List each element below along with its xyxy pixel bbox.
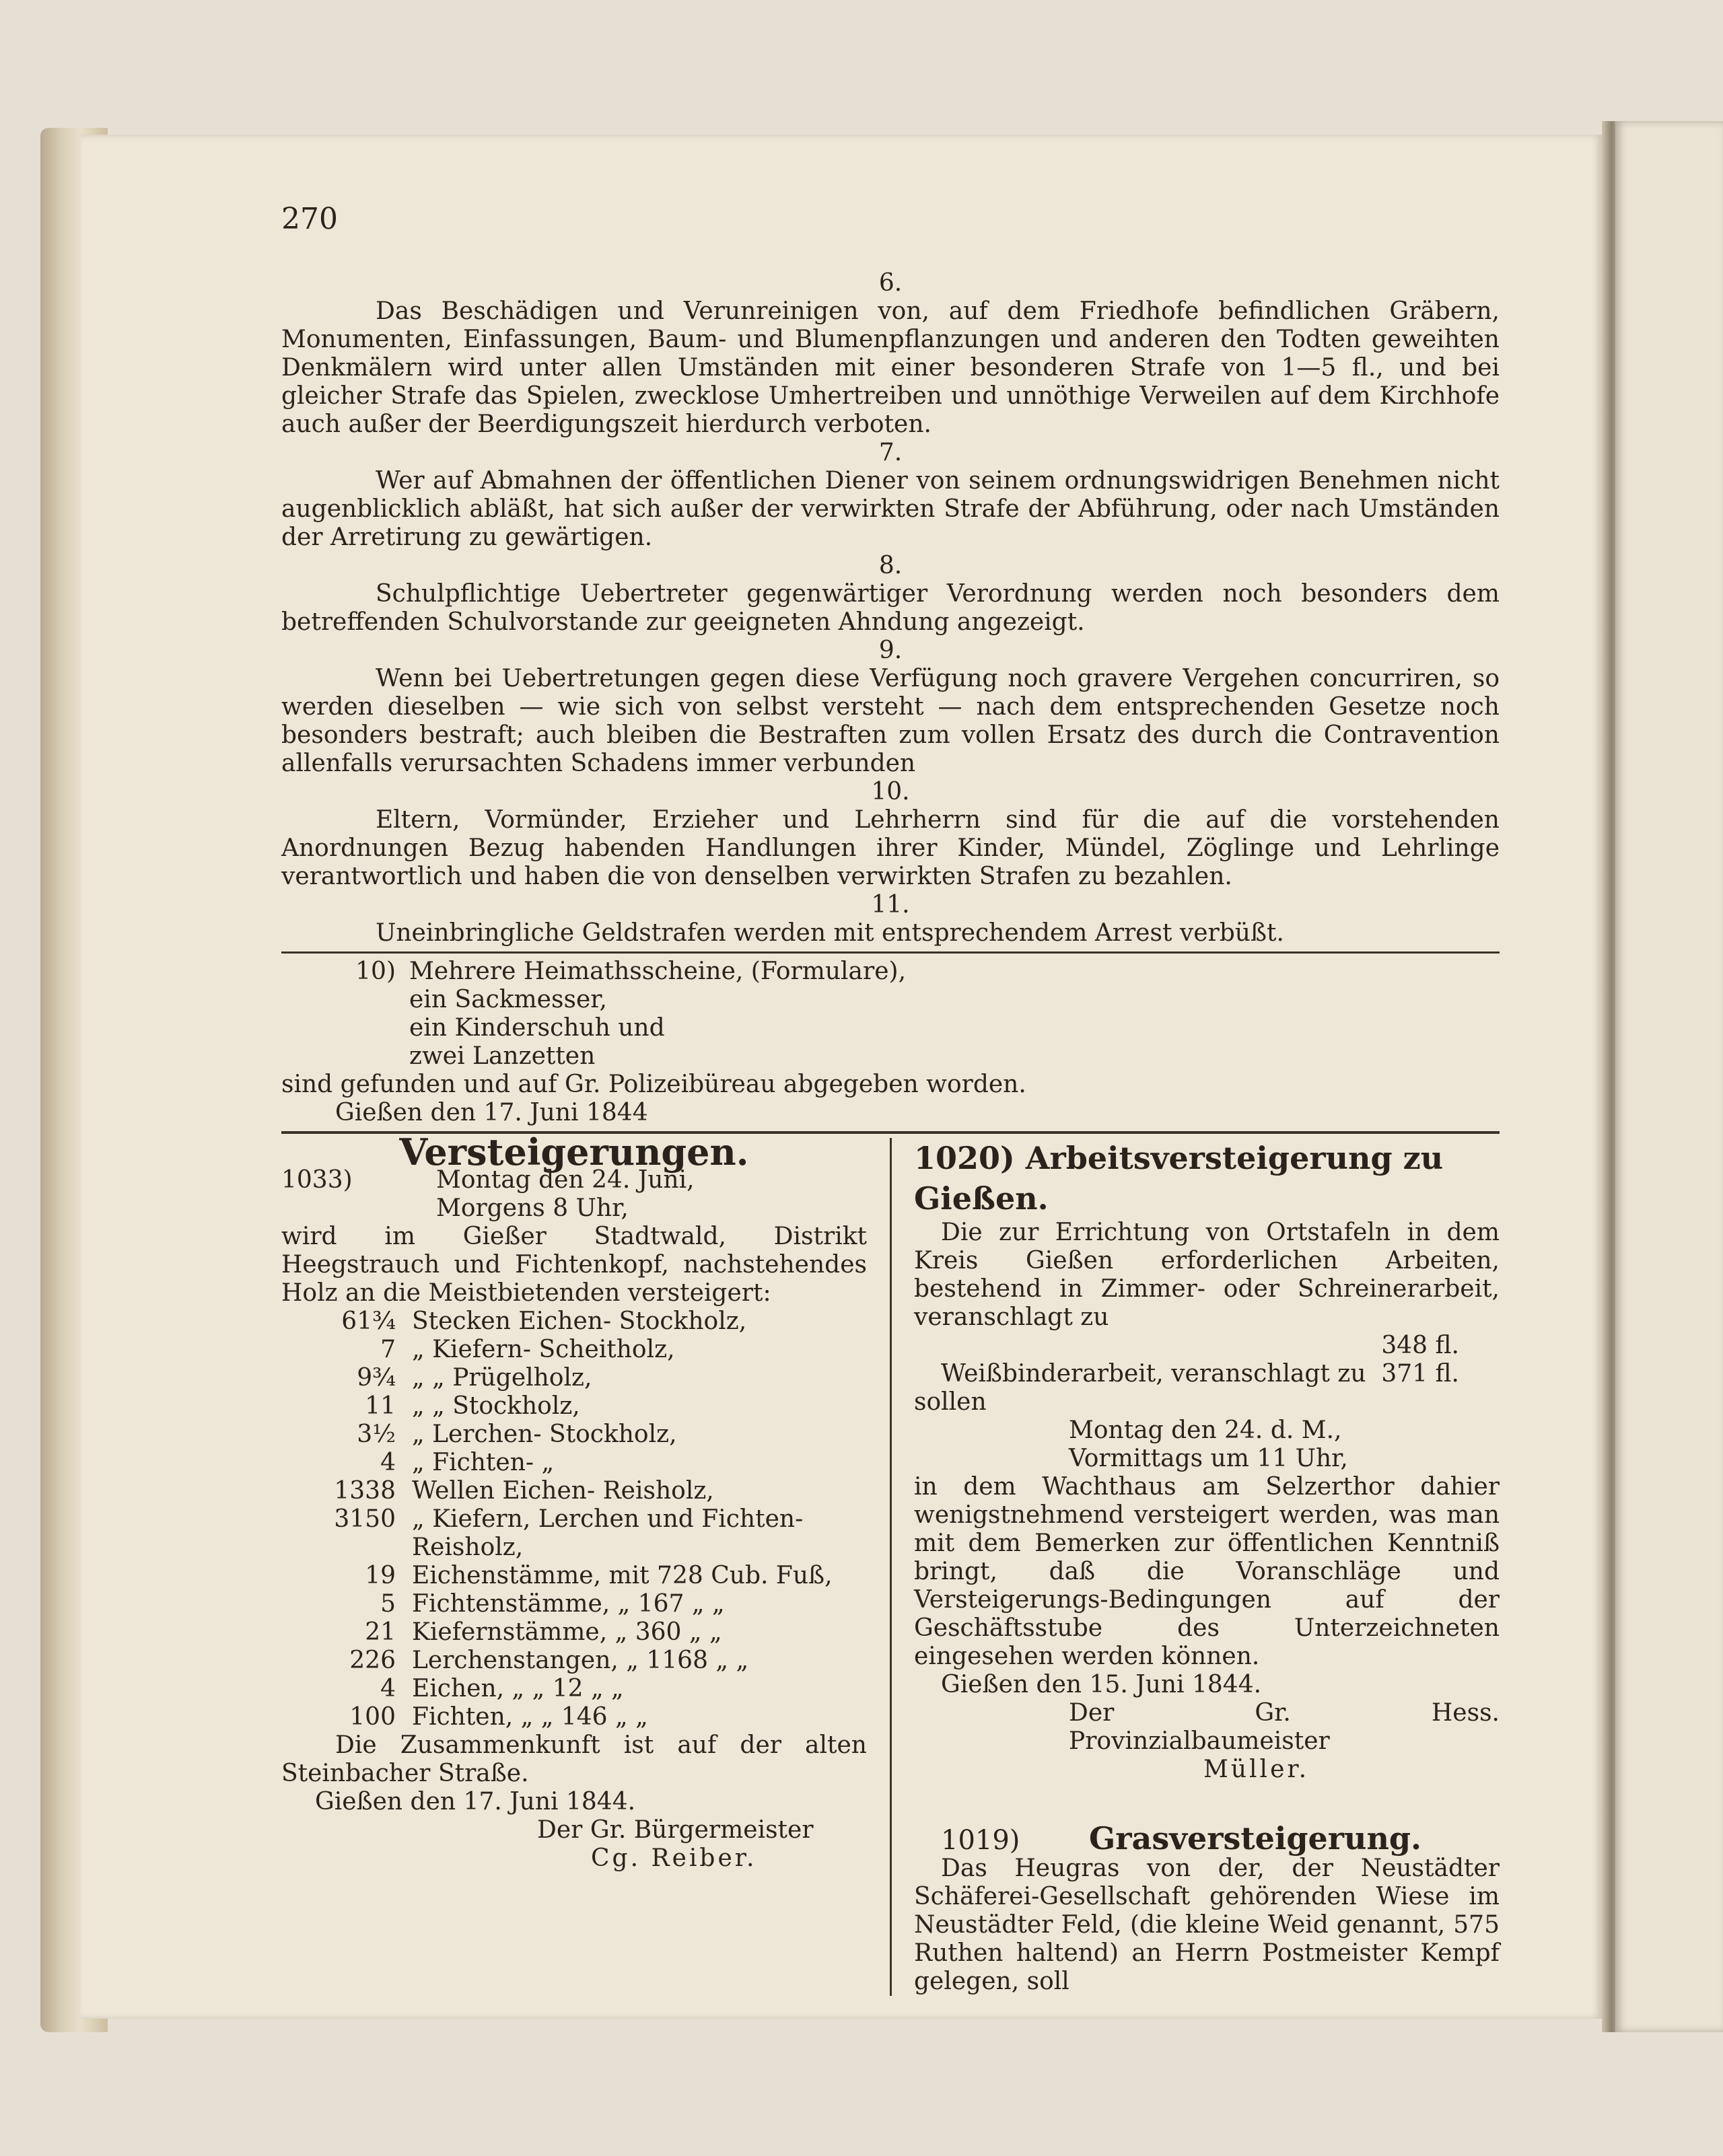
stem-table <box>281 1562 867 1731</box>
quantity-cell: 19 <box>365 1562 396 1589</box>
work-auction-day: Montag den 24. d. M., <box>1069 1416 1342 1444</box>
section-number: 6. <box>878 269 903 297</box>
found-list <box>281 958 1500 1071</box>
section-text: Das Beschädigen und Verunreinigen von, auf dem Friedhofe befindlichen Gräbern, Monumenten, Einfassungen, Baum- und Blumenpflanzungen und anderen den Todten geweihten Denkmälern wird unter allen Umständen mit einer besonderen Strafe von 1—5 fl., und bei gleicher Strafe das Spielen, zwecklose Umhertreiben und unnöthige Verweilen auf dem Kirchhofe auch außer der Beerdigungszeit hierdurch verboten. <box>281 297 1500 438</box>
quantity-cell: 4 <box>380 1675 396 1702</box>
found-item: Mehrere Heimathsscheine, (Formulare), <box>409 958 907 985</box>
grass-title: Grasversteigerung. <box>1089 1820 1422 1857</box>
table-row <box>281 1618 867 1647</box>
auction-when <box>281 1166 867 1223</box>
grass-text: Das Heugras von der, der Neustädter Schäferei-Gesellschaft gehörenden Wiese im Neustädter Feld, (die kleine Weid genannt, 575 Ruthen haltend) an Herrn Postmeister Kempf gelegen, soll <box>914 1855 1500 1995</box>
quantity-cell: 9¾ <box>357 1364 396 1392</box>
section-number: 9. <box>878 637 903 664</box>
description-cell: Lerchenstangen, „ 1168 „ „ <box>412 1647 749 1674</box>
grass-lot: 1019) <box>941 1825 1020 1856</box>
auction-time: Morgens 8 Uhr, <box>436 1194 629 1222</box>
section-number: 10. <box>871 778 910 805</box>
description-cell: Eichenstämme, mit 728 Cub. Fuß, <box>412 1562 833 1589</box>
quantity-cell: 3½ <box>357 1421 396 1448</box>
page-content <box>281 269 1500 1996</box>
found-item: ein Kinderschuh und <box>409 1014 665 1042</box>
painter-work-label: Weißbinderarbeit, veranschlagt zu <box>941 1360 1366 1388</box>
section-text: Schulpflichtige Uebertreter gegenwärtiger Verordnung werden noch besonders dem betreffenden Schulvorstande zur geeigneten Ahndung angezeigt. <box>281 580 1500 636</box>
section-number: 11. <box>871 891 910 919</box>
signature-title: Der Gr. Bürgermeister <box>537 1816 814 1844</box>
quantity-cell: 5 <box>380 1590 396 1618</box>
found-item: ein Sackmesser, <box>409 986 607 1013</box>
quantity-cell: 4 <box>380 1449 396 1476</box>
description-cell: Fichtenstämme, „ 167 „ „ <box>412 1590 725 1618</box>
found-lot: 10) <box>355 958 396 985</box>
found-items <box>409 958 906 1071</box>
amount-1: 348 fl. <box>1381 1332 1459 1359</box>
quantity-cell: 1338 <box>334 1477 396 1505</box>
quantity-cell: 61¾ <box>341 1307 396 1335</box>
table-row <box>281 1703 867 1731</box>
description-cell: Wellen Eichen- Reisholz, <box>412 1477 714 1505</box>
table-row <box>281 1647 867 1675</box>
description-cell: „ Fichten- „ <box>412 1449 555 1476</box>
table-row <box>281 1421 867 1449</box>
quantity-cell: 100 <box>349 1703 396 1731</box>
work-auction-time: Vormittags um 11 Uhr, <box>1069 1445 1348 1472</box>
section-text: Wenn bei Uebertretungen gegen diese Verfügung noch gravere Vergehen concurriren, so werden dieselben — wie sich von selbst versteht — nach dem entsprechenden Gesetze noch besonders bestraft; auch bleiben die Bestraften zum vollen Ersatz des durch die Contravention allenfalls verursachten Schadens immer verbunden <box>281 665 1500 777</box>
work-auction-shall: sollen <box>914 1388 987 1416</box>
section-text: Eltern, Vormünder, Erzieher und Lehrherrn sind für die auf die vorstehenden Anordnungen Bezug habenden Handlungen ihrer Kinder, Mündel, Zöglinge und Lehrlinge verantwortlich und haben die von denselben verwirkten Strafen zu bezahlen. <box>281 806 1500 890</box>
description-cell: „ Kiefern, Lerchen und Fichten-Reisholz, <box>412 1505 804 1561</box>
table-row <box>281 1505 867 1562</box>
table-row <box>281 1562 867 1590</box>
auction-day: Montag den 24. Juni, <box>436 1166 695 1194</box>
facing-page <box>1615 121 1723 2032</box>
description-cell: „ Kiefern- Scheitholz, <box>412 1336 675 1363</box>
spacer <box>914 1784 1500 1824</box>
table-row <box>281 1364 867 1392</box>
left-column <box>281 1130 867 1996</box>
work-auction-title: 1020) Arbeitsversteigerung zu Gießen. <box>914 1140 1444 1217</box>
table-row <box>281 1392 867 1421</box>
table-row <box>281 1675 867 1703</box>
description-cell: „ Lerchen- Stockholz, <box>412 1421 677 1448</box>
description-cell: Fichten, „ „ 146 „ „ <box>412 1703 648 1731</box>
lot-number: 1033) <box>281 1166 353 1194</box>
found-closing: sind gefunden und auf Gr. Polizeibüreau abgegeben worden. <box>281 1071 1026 1098</box>
found-date: Gießen den 17. Juni 1844 <box>335 1099 648 1126</box>
auctions-heading: Versteigerungen. <box>399 1130 749 1174</box>
grass-auction-header <box>914 1820 1500 1857</box>
amount-2: 371 fl. <box>1381 1360 1459 1388</box>
right-column <box>914 1138 1500 1996</box>
two-columns <box>281 1130 1500 1996</box>
quantity-cell: 7 <box>380 1336 396 1363</box>
section-number: 7. <box>878 439 903 466</box>
quantity-cell: 21 <box>365 1618 396 1646</box>
section-text: Uneinbringliche Geldstrafen werden mit entsprechendem Arrest verbüßt. <box>376 919 1284 947</box>
painter-work <box>914 1360 1500 1388</box>
table-row <box>281 1477 867 1505</box>
divider <box>281 951 1500 954</box>
section-number: 8. <box>878 552 903 579</box>
found-item: zwei Lanzetten <box>409 1042 596 1070</box>
page-number: 270 <box>281 202 338 236</box>
table-row <box>281 1336 867 1364</box>
ordinance-sections <box>281 269 1500 947</box>
quantity-cell: 11 <box>365 1392 396 1420</box>
column-rule <box>890 1138 892 1996</box>
description-cell: „ „ Prügelholz, <box>412 1364 592 1392</box>
meeting-note: Die Zusammenkunft ist auf der alten Steinbacher Straße. <box>281 1731 867 1787</box>
signature-name: Cg. Reiber. <box>591 1844 757 1872</box>
work-signature-name: Müller. <box>1203 1756 1310 1783</box>
description-cell: Eichen, „ „ 12 „ „ <box>412 1675 624 1702</box>
table-row <box>281 1590 867 1618</box>
work-signature-title: Der Gr. Hess. Provinzialbaumeister <box>1069 1699 1500 1755</box>
description-cell: Stecken Eichen- Stockholz, <box>412 1307 747 1335</box>
work-auction-details: in dem Wachthaus am Selzerthor dahier wenigstnehmend versteigert werden, was man mit dem Bemerken zur öffentlichen Kenntniß bringt, daß die Voranschläge und Versteigerungs-Bedingungen auf der Geschäftsstube des Unterzeichneten eingesehen werden können. <box>914 1473 1500 1670</box>
description-cell: „ „ Stockholz, <box>412 1392 580 1420</box>
section-text: Wer auf Abmahnen der öffentlichen Diener von seinem ordnungswidrigen Benehmen nicht augenblicklich abläßt, hat sich außer der verwirkten Strafe der Abführung, oder nach Umständen der Arretirung zu gewärtigen. <box>281 467 1500 551</box>
quantity-cell: 226 <box>349 1647 396 1674</box>
wood-table <box>281 1307 867 1562</box>
auction-date: Gießen den 17. Juni 1844. <box>315 1788 636 1816</box>
auction-intro: wird im Gießer Stadtwald, Distrikt Heegstrauch und Fichtenkopf, nachstehendes Holz an die Meistbietenden versteigert: <box>281 1223 867 1307</box>
table-row <box>281 1449 867 1477</box>
table-row <box>281 1307 867 1336</box>
quantity-cell: 3150 <box>334 1505 396 1533</box>
found-items-notice <box>281 958 1500 1127</box>
work-auction-date: Gießen den 15. Juni 1844. <box>941 1671 1262 1698</box>
description-cell: Kiefernstämme, „ 360 „ „ <box>412 1618 722 1646</box>
work-auction-text: Die zur Errichtung von Ortstafeln in dem Kreis Gießen erforderlichen Arbeiten, bestehend in Zimmer- oder Schreinerarbeit, veranschlagt zu <box>914 1219 1500 1331</box>
